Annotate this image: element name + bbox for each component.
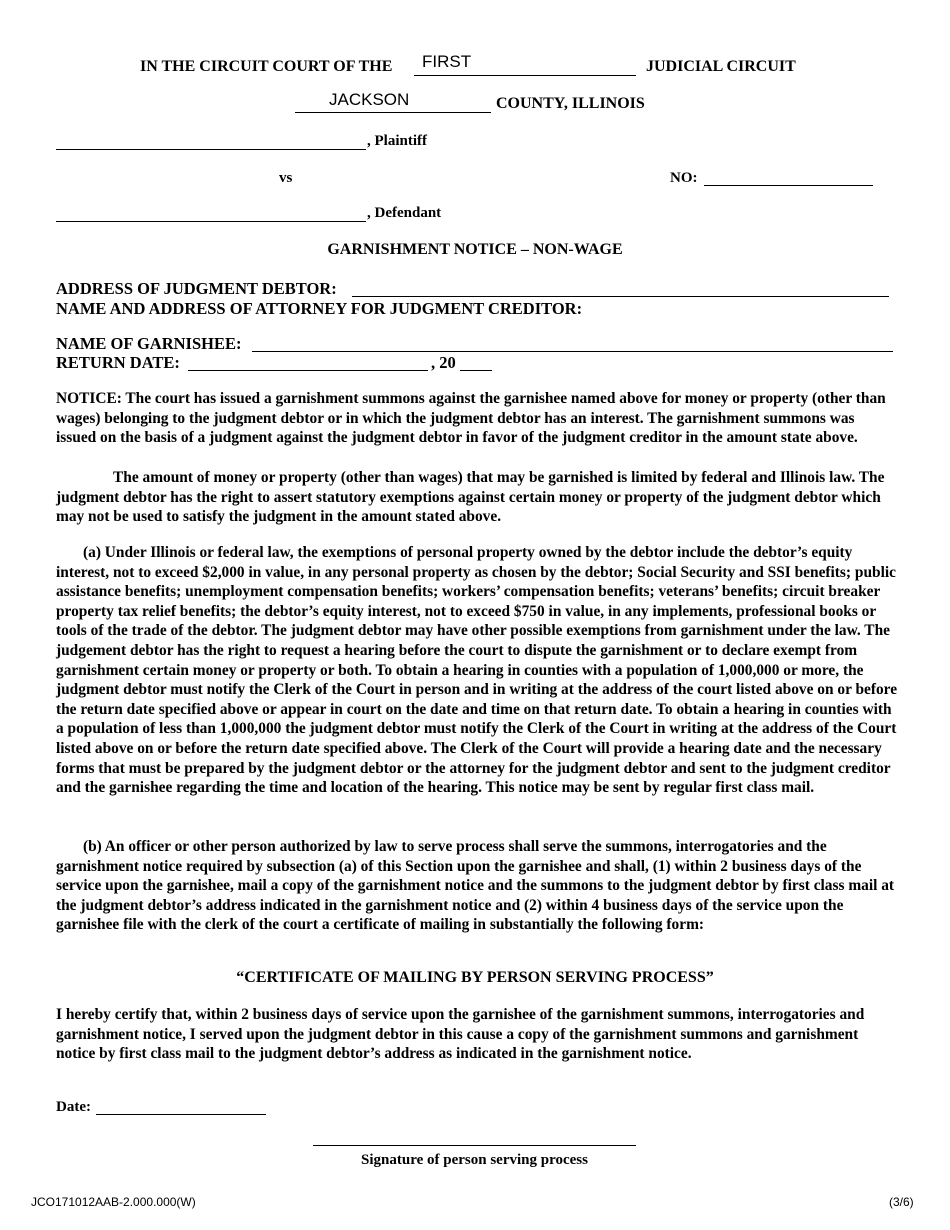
county-field[interactable]: JACKSON — [329, 90, 410, 109]
return-year-label: , 20 — [431, 353, 456, 372]
signature-label: Signature of person serving process — [361, 1152, 588, 1168]
court-prefix: IN THE CIRCUIT COURT OF THE — [140, 58, 393, 75]
amount-paragraph: The amount of money or property (other than wages) that may be garnished is limited by federal and Illinois law. The judgment debtor has the right to assert statutory exemptions against certain money or property of the judgment debtor which may not be used to satisfy the judgment in the amount stated above. — [56, 469, 885, 526]
circuit-blank-line — [414, 75, 636, 76]
page-number: (3/6) — [889, 1195, 914, 1209]
garnishee-blank-line[interactable] — [252, 351, 893, 352]
defendant-label: , Defendant — [367, 205, 442, 221]
return-year-blank-line[interactable] — [460, 370, 492, 371]
form-code: JCO171012AAB-2.000.000(W) — [31, 1195, 196, 1209]
circuit-field[interactable]: FIRST — [422, 52, 472, 71]
defendant-blank-line[interactable] — [56, 221, 366, 222]
garnishee-label: NAME OF GARNISHEE: — [56, 334, 242, 353]
return-date-blank-line[interactable] — [188, 370, 428, 371]
vs-label: vs — [279, 170, 293, 186]
certify-paragraph: I hereby certify that, within 2 business days of service upon the garnishee of the garnishment summons, interrogatories and garnishment notice, I served upon the judgment debtor in this cause a copy of the garnishment summons and garnishment notice by first class mail to the judgment debtor’s address as indicated in the garnishment notice. — [56, 1006, 865, 1063]
plaintiff-label: , Plaintiff — [367, 133, 427, 149]
section-a-paragraph: (a) Under Illinois or federal law, the exemptions of personal property owned by the debtor include the debtor’s equity interest, not to exceed $2,000 in value, in any personal property as chosen by the debtor; Social Security and SSI benefits; public assistance benefits; unemployment compensation benefits; workers’ compensation benefits; veterans’ benefits; circuit breaker property tax relief benefits; the debtor’s equity interest, not to exceed $750 in value, in any implements, professional books or tools of the trade of the debtor. The judgment debtor may have other possible exemptions from garnishment under the law. The judgement debtor has the right to request a hearing before the court to dispute the garnishment or to declare exempt from garnishment certain money or property or both. To obtain a hearing in counties with a population of 1,000,000 or more, the judgment debtor must notify the Clerk of the Court in person and in writing at the address of the court listed above on or before the return date specified above or appear in court on the date and time on that return date. To obtain a hearing in counties with a population of less than 1,000,000 the judgment debtor must notify the Clerk of the Court in writing at the address of the Court listed above on or before the return date specified above. The Clerk of the Court will provide a hearing date and the necessary forms that must be prepared by the judgment debtor or the attorney for the judgment debtor and sent to the judgment creditor and the garnishee regarding the time and location of the hearing. This notice may be sent by regular first class mail. — [56, 544, 898, 797]
form-title: GARNISHMENT NOTICE – NON-WAGE — [327, 241, 623, 258]
section-b-paragraph: (b) An officer or other person authorized by law to serve process shall serve the summons, interrogatories and the garnishment notice required by subsection (a) of this Section upon the garnishee and shall, (1) within 2 business days of the service upon the garnishee, mail a copy of the garnishment notice and the summons to the judgment debtor by first class mail at the judgment debtor’s address indicated in the garnishment notice and (2) within 4 business days of the service upon the garnishee file with the clerk of the court a certificate of mailing in substantially the following form: — [56, 838, 895, 934]
debtor-address-label: ADDRESS OF JUDGMENT DEBTOR: — [56, 279, 337, 298]
county-suffix: COUNTY, ILLINOIS — [496, 95, 645, 112]
county-blank-line — [295, 112, 491, 113]
attorney-label: NAME AND ADDRESS OF ATTORNEY FOR JUDGMENT CREDITOR: — [56, 299, 583, 318]
date-blank-line[interactable] — [96, 1114, 266, 1115]
signature-line[interactable] — [313, 1145, 636, 1146]
return-date-label: RETURN DATE: — [56, 353, 180, 372]
notice-paragraph: NOTICE: The court has issued a garnishment summons against the garnishee named above for money or property (other than wages) belonging to the judgment debtor or in which the judgment debtor has an interest. The garnishment summons was issued on the basis of a judgment against the judgment debtor in favor of the judgment creditor in the amount state above. — [56, 390, 886, 447]
case-number-label: NO: — [670, 170, 698, 186]
circuit-suffix: JUDICIAL CIRCUIT — [646, 58, 796, 75]
plaintiff-blank-line[interactable] — [56, 149, 366, 150]
debtor-address-blank-line[interactable] — [352, 296, 889, 297]
case-number-blank-line[interactable] — [704, 185, 873, 186]
date-label: Date: — [56, 1099, 91, 1115]
certificate-title: “CERTIFICATE OF MAILING BY PERSON SERVING PROCESS” — [236, 969, 714, 986]
